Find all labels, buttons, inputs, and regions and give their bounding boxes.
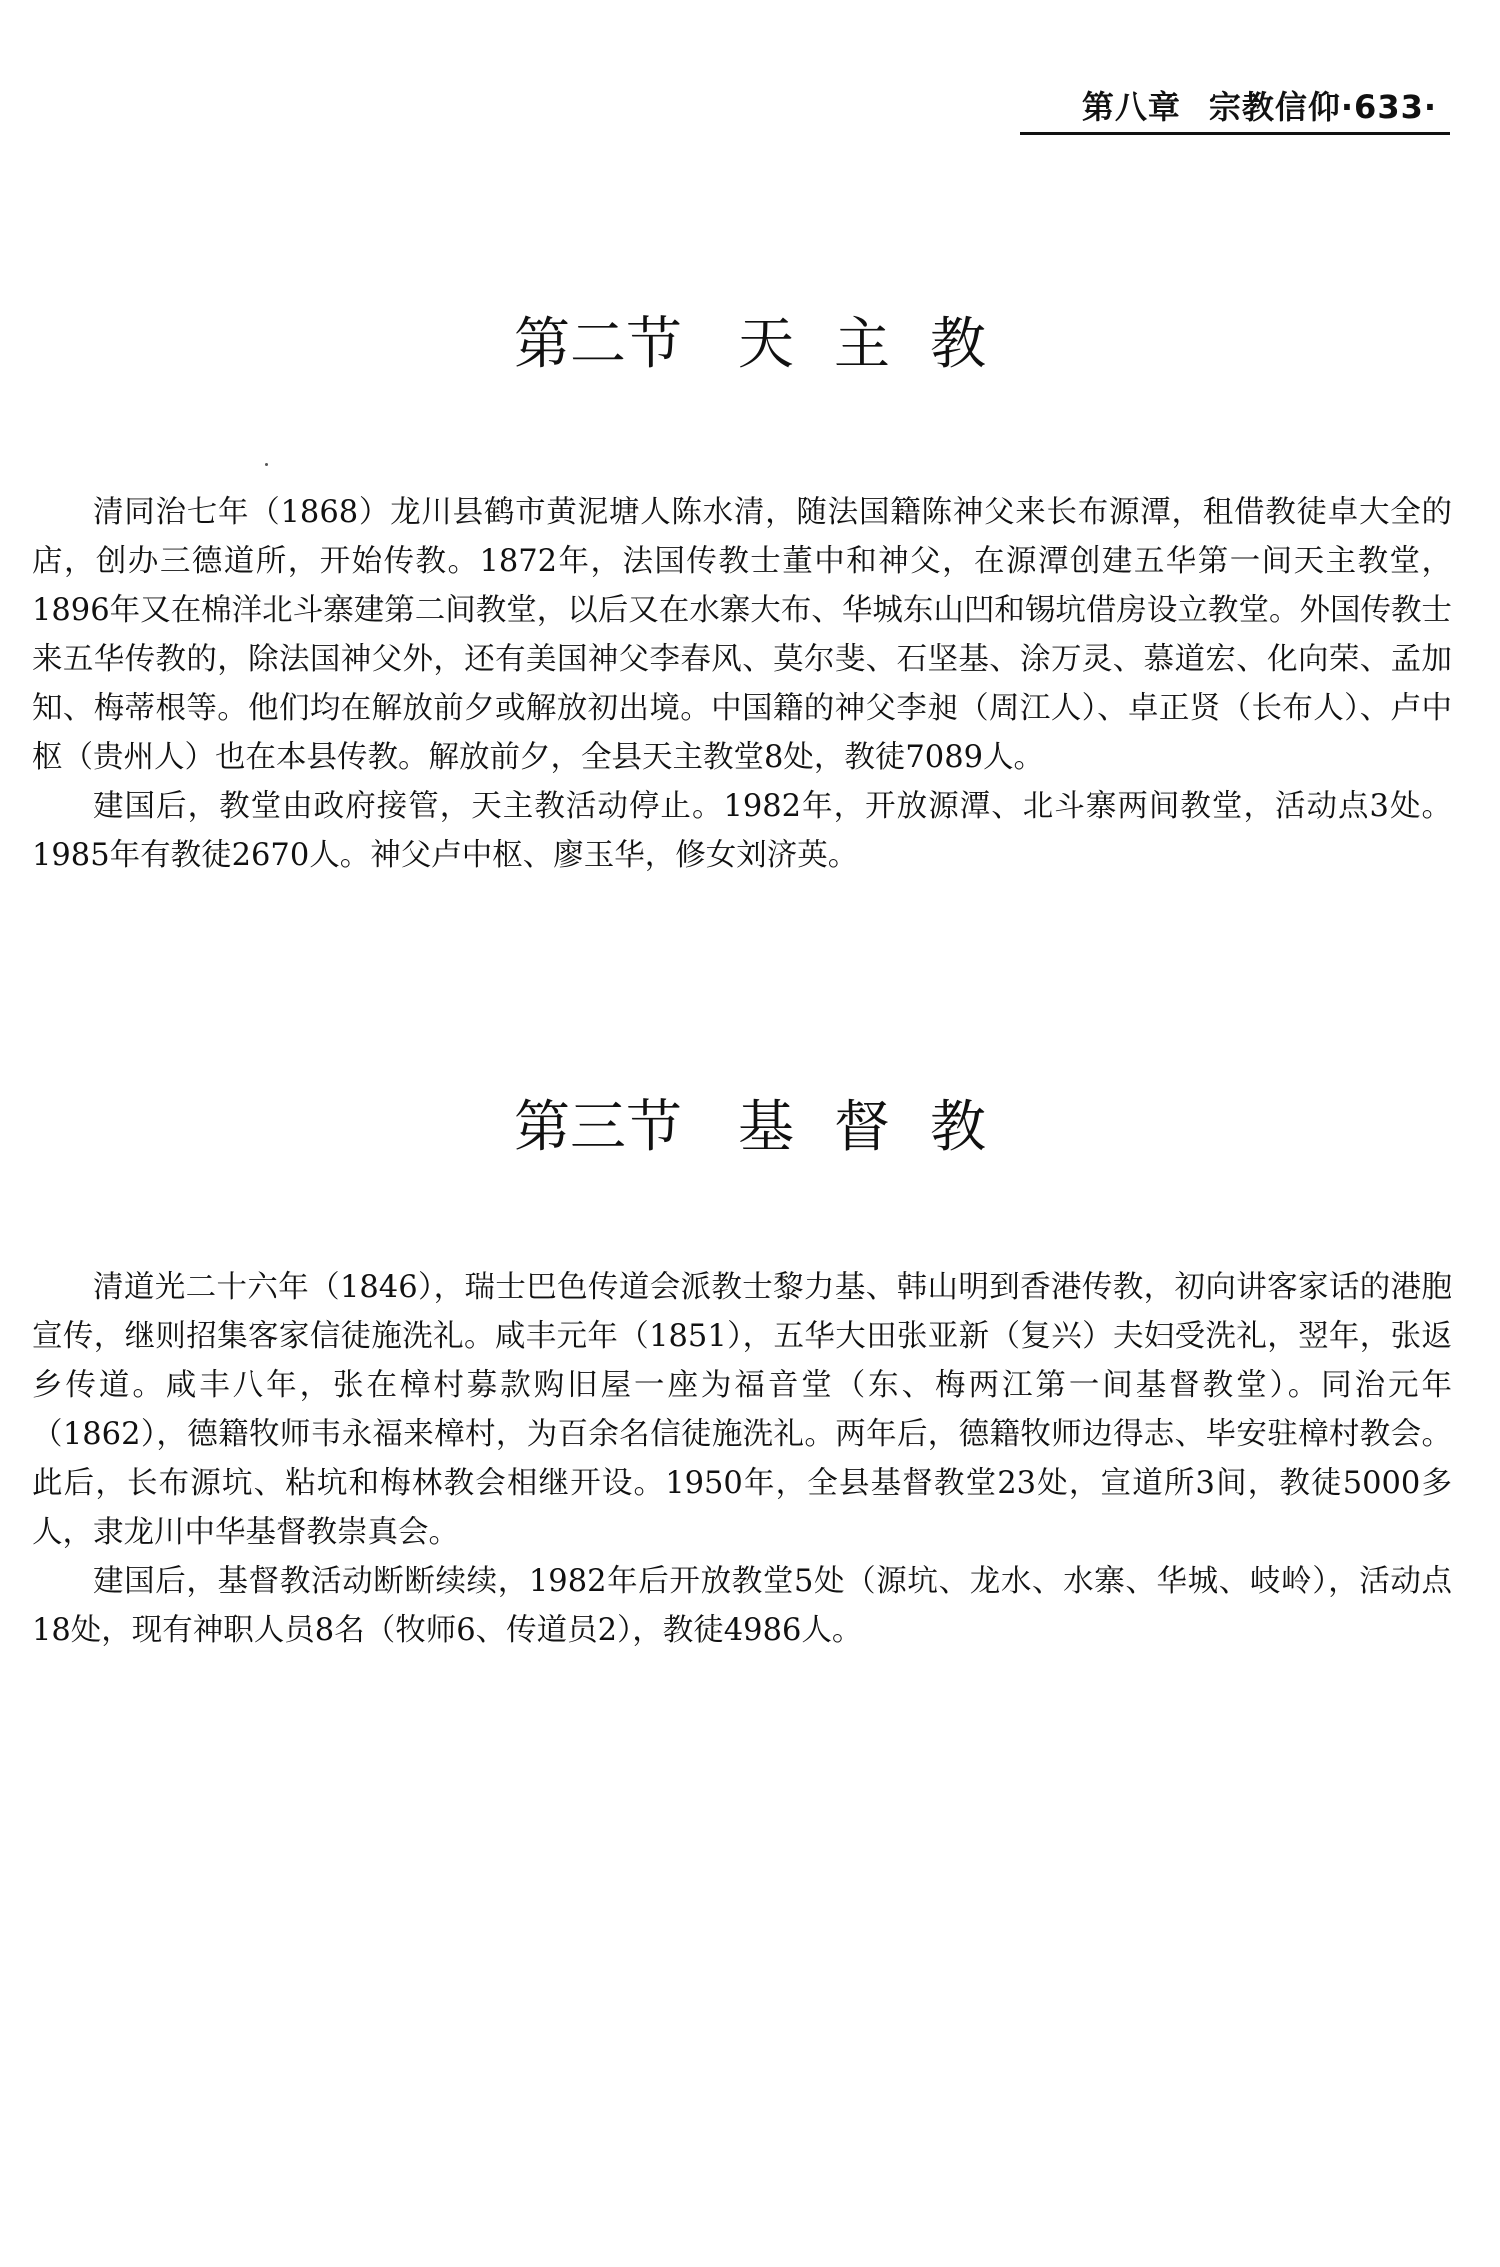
paragraph: 清道光二十六年（1846），瑞士巴色传道会派教士黎力基、韩山明到香港传教，初向讲客家话的港胞宣传，继则招集客家信徒施洗礼。咸丰元年（1851），五华大田张亚新（复兴）夫妇受洗礼，翌年，张返乡传道。咸丰八年，张在樟村募款购旧屋一座为福音堂（东、梅两江第一间基督教堂）。同治元年（1862），德籍牧师韦永福来樟村，为百余名信徒施洗礼。两年后，德籍牧师边得志、毕安驻樟村教会。此后，长布源坑、粘坑和梅林教会相继开设。1950年，全县基督教堂23处，宣道所3间，教徒5000多人，隶龙川中华基督教崇真会。: [32, 1270, 1452, 1550]
section-number: 第二节: [514, 312, 682, 377]
paragraph: 建国后，基督教活动断断续续，1982年后开放教堂5处（源坑、龙水、水寨、华城、岐岭），活动点18处，现有神职人员8名（牧师6、传道员2），教徒4986人。: [32, 1564, 1452, 1648]
header-rule: [1020, 132, 1450, 135]
section-body-protestantism: [32, 1263, 1452, 1655]
page-number: ·633·: [1340, 88, 1437, 126]
section-name: 基督教: [738, 1095, 1026, 1160]
paragraph: 建国后，教堂由政府接管，天主教活动停止。1982年，开放源潭、北斗寨两间教堂，活动点3处。1985年有教徒2670人。神父卢中枢、廖玉华，修女刘济英。: [32, 789, 1452, 873]
scan-speck: [265, 463, 268, 466]
section-name: 天主教: [738, 312, 1026, 377]
running-header: [80, 82, 1437, 128]
paragraph: 清同治七年（1868）龙川县鹤市黄泥塘人陈水清，随法国籍陈神父来长布源潭，租借教徒卓大全的店，创办三德道所，开始传教。1872年，法国传教士董中和神父，在源潭创建五华第一间天主教堂，1896年又在棉洋北斗寨建第二间教堂，以后又在水寨大布、华城东山凹和锡坑借房设立教堂。外国传教士来五华传教的，除法国神父外，还有美国神父李春风、莫尔斐、石坚基、涂万灵、慕道宏、化向荣、孟加知、梅蒂根等。他们均在解放前夕或解放初出境。中国籍的神父李昶（周江人）、卓正贤（长布人）、卢中枢（贵州人）也在本县传教。解放前夕，全县天主教堂8处，教徒7089人。: [32, 495, 1452, 775]
section-body-catholicism: [32, 488, 1452, 880]
chapter-label: 第八章: [1081, 88, 1181, 126]
section-number: 第三节: [514, 1095, 682, 1160]
section-title-protestantism: [0, 1083, 1500, 1163]
chapter-subject: 宗教信仰: [1208, 88, 1341, 126]
section-title-catholicism: [0, 300, 1500, 380]
